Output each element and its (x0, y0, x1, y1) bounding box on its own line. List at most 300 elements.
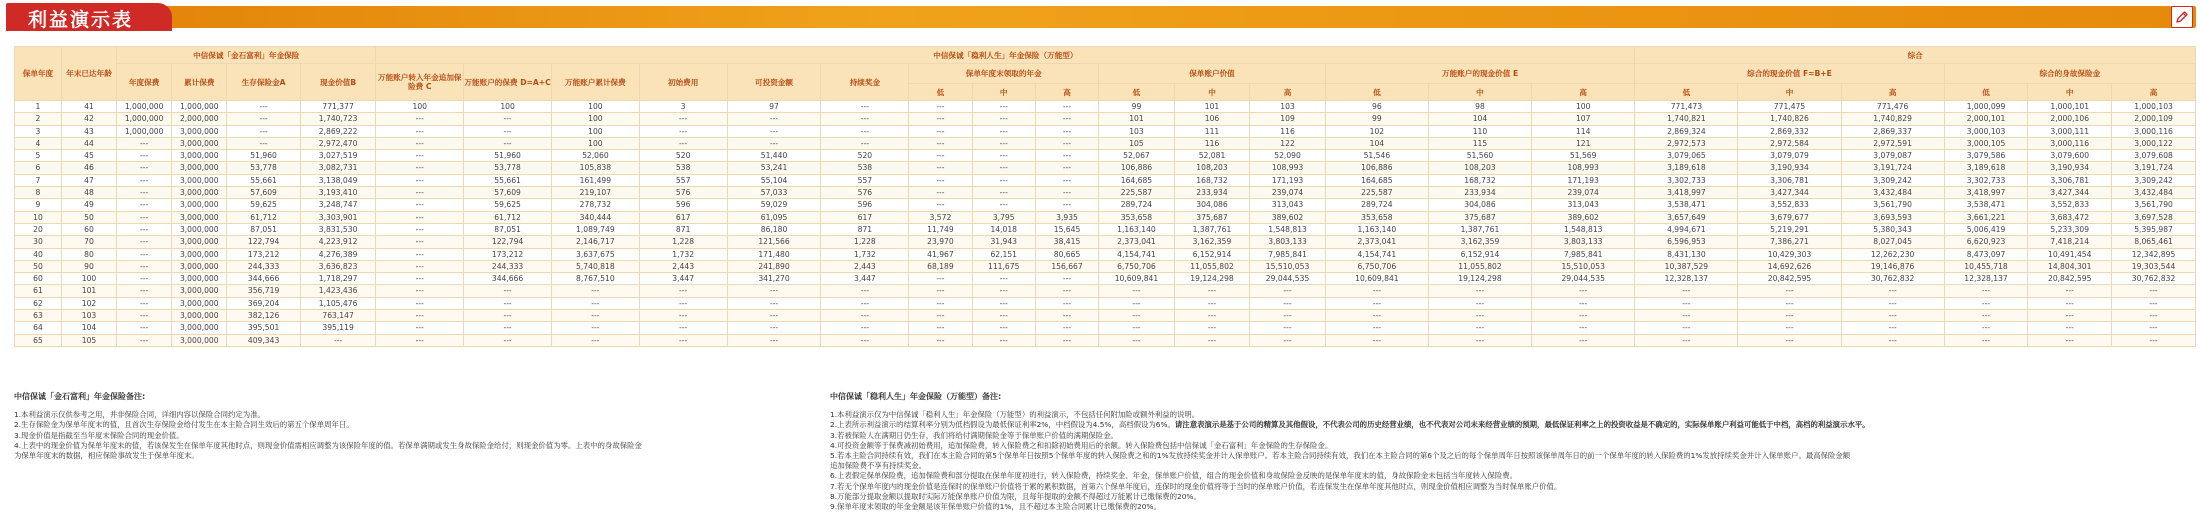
table-cell: 106,886 (1099, 162, 1175, 174)
table-row (15, 322, 2196, 334)
table-cell: 538 (821, 162, 909, 174)
table-cell: --- (1174, 285, 1250, 297)
table-cell: 121,566 (727, 236, 821, 248)
table-cell: 3,000,000 (172, 150, 227, 162)
header-transfer-premium: 万能账户转入年金追加保险费 C (376, 64, 464, 101)
table-cell: 105 (61, 334, 116, 346)
table-cell: 3,000,000 (172, 174, 227, 186)
table-cell: --- (972, 187, 1035, 199)
edit-button[interactable] (2171, 6, 2193, 28)
table-cell: --- (1035, 101, 1098, 113)
table-cell: --- (821, 113, 909, 125)
table-cell: 3,189,618 (1635, 162, 1738, 174)
table-cell: 173,212 (227, 248, 301, 260)
header-account-premium: 万能账户的保费 D=A+C (464, 64, 552, 101)
table-cell: --- (909, 125, 972, 137)
table-cell: 1,163,140 (1325, 223, 1428, 235)
table-cell: 2,972,470 (300, 137, 376, 149)
table-cell: 6,596,953 (1635, 236, 1738, 248)
table-cell: 871 (821, 223, 909, 235)
header-level: 低 (1944, 84, 2028, 101)
table-cell: 225,587 (1099, 187, 1175, 199)
header-bonus: 持续奖金 (821, 64, 909, 101)
table-cell: 101 (1174, 101, 1250, 113)
table-cell: 43 (61, 125, 116, 137)
table-cell: 395,119 (300, 322, 376, 334)
table-cell: 19,303,544 (2112, 260, 2196, 272)
table-cell: --- (972, 150, 1035, 162)
table-cell: 3,661,221 (1944, 211, 2028, 223)
table-cell: 3,803,133 (1532, 236, 1635, 248)
header-cash-value: 现金价值B (300, 64, 376, 101)
table-cell: 313,043 (1250, 199, 1326, 211)
table-cell: 3,189,618 (1944, 162, 2028, 174)
table-cell: 61,712 (464, 211, 552, 223)
table-cell: 10,609,841 (1099, 273, 1175, 285)
table-cell: 3,657,649 (1635, 211, 1738, 223)
table-cell: 51,960 (227, 150, 301, 162)
table-cell: 771,476 (1841, 101, 1944, 113)
table-cell: --- (117, 223, 172, 235)
header-age: 年末已达年龄 (61, 47, 116, 101)
table-cell: 6,750,706 (1099, 260, 1175, 272)
table-cell: --- (117, 211, 172, 223)
table-cell: --- (1035, 162, 1098, 174)
table-cell: 7 (15, 174, 62, 186)
table-cell: 871 (639, 223, 727, 235)
table-cell: 59,029 (727, 199, 821, 211)
table-cell: 10 (15, 211, 62, 223)
table-cell: 1,000,099 (1944, 101, 2028, 113)
table-cell: --- (1325, 297, 1428, 309)
table-cell: --- (376, 260, 464, 272)
table-cell: 596 (821, 199, 909, 211)
table-cell: --- (1428, 285, 1531, 297)
table-cell: --- (1841, 322, 1944, 334)
table-cell: --- (909, 199, 972, 211)
table-cell: --- (1944, 334, 2028, 346)
table-cell: --- (2112, 285, 2196, 297)
table-cell: --- (821, 101, 909, 113)
table-cell: 1,718,297 (300, 273, 376, 285)
table-cell: 1,548,813 (1532, 223, 1635, 235)
table-cell: 1,000,000 (117, 125, 172, 137)
table-cell: 102 (61, 297, 116, 309)
table-cell: 5,395,987 (2112, 223, 2196, 235)
table-cell: 2,972,584 (1738, 137, 1841, 149)
table-cell: --- (464, 113, 552, 125)
table-cell: 3,000,111 (2028, 125, 2112, 137)
table-cell: 64 (15, 322, 62, 334)
table-cell: --- (117, 137, 172, 149)
header-survival-benefit: 生存保险金A (227, 64, 301, 101)
table-cell: 10,609,841 (1325, 273, 1428, 285)
table-cell: --- (117, 310, 172, 322)
table-cell: 9 (15, 199, 62, 211)
table-cell: 6,152,914 (1174, 248, 1250, 260)
table-cell: 90 (61, 260, 116, 272)
table-cell: --- (1035, 187, 1098, 199)
table-cell: 42 (61, 113, 116, 125)
table-cell: 108,203 (1174, 162, 1250, 174)
table-cell: --- (1738, 297, 1841, 309)
table-cell: --- (464, 137, 552, 149)
table-cell: 1,740,821 (1635, 113, 1738, 125)
notes-jinshi-title: 中信保诚「金石富利」年金保险备注: (14, 392, 146, 401)
table-cell: 65 (15, 334, 62, 346)
table-cell: --- (464, 310, 552, 322)
table-cell: --- (821, 322, 909, 334)
table-cell: --- (1250, 322, 1326, 334)
table-cell: 241,890 (727, 260, 821, 272)
table-cell: 96 (1325, 101, 1428, 113)
table-cell: 68,189 (909, 260, 972, 272)
table-cell: --- (117, 187, 172, 199)
table-cell: 3,679,677 (1738, 211, 1841, 223)
table-cell: --- (117, 162, 172, 174)
table-cell: --- (1250, 297, 1326, 309)
table-cell: 122,794 (464, 236, 552, 248)
table-cell: 3,000,116 (2112, 125, 2196, 137)
table-cell: 3,552,833 (2028, 199, 2112, 211)
table-cell: 3,000,000 (172, 273, 227, 285)
table-cell: --- (909, 322, 972, 334)
table-cell: --- (376, 273, 464, 285)
table-cell: 10,429,303 (1738, 248, 1841, 260)
table-cell: --- (464, 334, 552, 346)
table-cell: 389,602 (1532, 211, 1635, 223)
table-cell: --- (727, 334, 821, 346)
table-cell: 87,051 (464, 223, 552, 235)
table-cell: 6,620,923 (1944, 236, 2028, 248)
table-cell: --- (376, 211, 464, 223)
table-cell: --- (300, 334, 376, 346)
table-cell: 168,732 (1428, 174, 1531, 186)
table-cell: --- (1738, 285, 1841, 297)
table-cell: 100 (551, 113, 639, 125)
table-cell: 3,000,000 (172, 236, 227, 248)
table-cell: 60 (15, 273, 62, 285)
header-level: 中 (1428, 84, 1531, 101)
table-cell: --- (972, 174, 1035, 186)
header-account-cumulative: 万能账户累计保费 (551, 64, 639, 101)
table-cell: 61 (15, 285, 62, 297)
table-cell: 98 (1428, 101, 1531, 113)
table-cell: 106,886 (1325, 162, 1428, 174)
table-cell: 62,151 (972, 248, 1035, 260)
notes-wenli-rest: 3.若被保险人在满期日仍生存，我们将给付满期保险金等于保单账户价值的满期保险金。 4.可投资金额等于保费减初始费用，追加保险费，转入保险费之和扣除初始费用后的余额。转入保险费包括中信保诚「金石富利」年金保险的生存保险金。 5.若本主险合同持续有效，我们在本主险合同的第5个保单年日按照5个保单年度的转入保险费之和的1%发放持续奖金并计入保单账户。若本主险合同持续有效，我们在本主险合同的第6个及之后的每个保单周年日按照该保单周年日的前一个保单年度的转入保险费的1%发放持续奖金并计入保单账户。最高保险金额 追加保险费不享有持续奖金。 6.上表假定保单保险费，追加保险费和部分提取在保单年度初进行，转入保险费，持续奖金、年金，保单账户价值，组合的现金价值和身故保险金反映的是保单年度末的值，身故保险金未包括当年度转入保险费。 7.若无个保单年度内的现金价值是连保时的保单账户价值将于累的累积数据，首第六个保单年度后，连保时的现金价值将等于当时的保单账户价值，若连保发生在保单年度其他时点，则现金价值相应调整为当时保单账户价值。 8.万能部分提取金额以提取时实际万能保单账户价值为限，且每年提取的金额不得超过万能累计已缴保费的20%。 9.保单年度末领取的年金金额是该年保单账户价值的1%，且不超过本主险合同累计已缴保费的20%。 (830, 430, 1851, 512)
table-cell: --- (727, 310, 821, 322)
table-cell: 109 (1250, 113, 1326, 125)
table-cell: 369,204 (227, 297, 301, 309)
table-cell: 55,661 (227, 174, 301, 186)
table-cell: 14,018 (972, 223, 1035, 235)
table-cell: 15,510,053 (1250, 260, 1326, 272)
table-cell: 12,328,137 (1635, 273, 1738, 285)
table-cell: 173,212 (464, 248, 552, 260)
table-cell: 30,762,832 (2112, 273, 2196, 285)
table-cell: 105 (1099, 137, 1175, 149)
table-cell: 244,333 (464, 260, 552, 272)
table-cell: 382,126 (227, 310, 301, 322)
table-cell: 52,067 (1099, 150, 1175, 162)
table-cell: 3,418,997 (1944, 187, 2028, 199)
table-cell: 30 (15, 236, 62, 248)
table-cell: 3,561,790 (2112, 199, 2196, 211)
edit-icon (2175, 10, 2189, 24)
table-cell: 3,427,344 (2028, 187, 2112, 199)
table-cell: 100 (1532, 101, 1635, 113)
table-cell: --- (376, 285, 464, 297)
table-row (15, 285, 2196, 297)
table-row (15, 101, 2196, 113)
table-cell: 63 (15, 310, 62, 322)
table-cell: --- (1035, 334, 1098, 346)
table-cell: 97 (727, 101, 821, 113)
table-cell: 59,625 (464, 199, 552, 211)
table-cell: --- (2028, 310, 2112, 322)
table-cell: --- (376, 248, 464, 260)
table-cell: 101 (61, 285, 116, 297)
table-cell: 3,000,000 (172, 187, 227, 199)
table-cell: 3,079,586 (1944, 150, 2028, 162)
table-cell: 51,569 (1532, 150, 1635, 162)
table-cell: 8,473,097 (1944, 248, 2028, 260)
table-cell: 3,000,000 (172, 248, 227, 260)
table-cell: 10,387,529 (1635, 260, 1738, 272)
table-cell: 100 (464, 101, 552, 113)
table-cell: 12,342,895 (2112, 248, 2196, 260)
table-cell: 3 (639, 101, 727, 113)
table-cell: 8,767,510 (551, 273, 639, 285)
table-cell: --- (1035, 113, 1098, 125)
table-cell: 8,027,045 (1841, 236, 1944, 248)
header-level: 低 (1099, 84, 1175, 101)
table-cell: 99 (1099, 101, 1175, 113)
table-cell: 2,373,041 (1099, 236, 1175, 248)
table-cell: 8,431,130 (1635, 248, 1738, 260)
table-cell: 164,685 (1325, 174, 1428, 186)
table-cell: 100 (551, 125, 639, 137)
table-cell: 45 (61, 150, 116, 162)
table-cell: 52,081 (1174, 150, 1250, 162)
table-cell: 100 (376, 101, 464, 113)
table-cell: --- (727, 297, 821, 309)
table-cell: --- (972, 101, 1035, 113)
table-cell: 14,804,301 (2028, 260, 2112, 272)
table-cell: --- (1841, 310, 1944, 322)
table-cell: 3,000,000 (172, 310, 227, 322)
table-cell: 576 (639, 187, 727, 199)
table-cell: --- (1174, 322, 1250, 334)
table-row (15, 260, 2196, 272)
table-cell: 225,587 (1325, 187, 1428, 199)
table-cell: 38,415 (1035, 236, 1098, 248)
table-cell: 70 (61, 236, 116, 248)
table-cell: 3,572 (909, 211, 972, 223)
table-cell: 51,440 (727, 150, 821, 162)
table-cell: 3,306,781 (2028, 174, 2112, 186)
table-cell: 1 (15, 101, 62, 113)
table-cell: --- (1250, 310, 1326, 322)
table-cell: --- (2112, 297, 2196, 309)
table-cell: --- (1099, 285, 1175, 297)
table-cell: 3,079,065 (1635, 150, 1738, 162)
table-cell: 3,193,410 (300, 187, 376, 199)
table-cell: --- (1250, 285, 1326, 297)
table-cell: 3,306,781 (1738, 174, 1841, 186)
table-cell: 2,000,109 (2112, 113, 2196, 125)
table-cell: --- (376, 174, 464, 186)
table-cell: 3,191,724 (1841, 162, 1944, 174)
table-cell: --- (117, 248, 172, 260)
table-cell: 4,276,389 (300, 248, 376, 260)
table-cell: --- (821, 125, 909, 137)
table-cell: --- (2028, 285, 2112, 297)
table-cell: 1,089,749 (551, 223, 639, 235)
table-cell: --- (117, 260, 172, 272)
table-cell: --- (1035, 273, 1098, 285)
table-cell: 1,163,140 (1099, 223, 1175, 235)
table-cell: --- (1841, 285, 1944, 297)
table-cell: --- (2028, 334, 2112, 346)
table-cell: --- (639, 297, 727, 309)
table-cell: 121 (1532, 137, 1635, 149)
notes-jinshi (14, 392, 644, 461)
table-cell: 104 (1325, 137, 1428, 149)
table-cell: --- (909, 150, 972, 162)
table-cell: 3,162,359 (1428, 236, 1531, 248)
notes-wenli-line2a: 2.上表所示利益演示的结算利率分别为低档假设为最低保证利率2%，中档假设为4.5%，高档假设为6%。 (830, 420, 1175, 430)
table-cell: 2,972,591 (1841, 137, 1944, 149)
table-cell: 3,162,359 (1174, 236, 1250, 248)
table-cell: 171,480 (727, 248, 821, 260)
table-cell: --- (1174, 334, 1250, 346)
table-cell: 353,658 (1325, 211, 1428, 223)
table-cell: --- (1532, 285, 1635, 297)
table-cell: --- (972, 297, 1035, 309)
table-cell: --- (639, 113, 727, 125)
table-cell: --- (909, 334, 972, 346)
table-cell: 40 (15, 248, 62, 260)
table-cell: --- (376, 187, 464, 199)
table-cell: 3,302,733 (1944, 174, 2028, 186)
table-cell: 1,423,436 (300, 285, 376, 297)
table-cell: 1,387,761 (1428, 223, 1531, 235)
table-cell: 3,190,934 (1738, 162, 1841, 174)
table-cell: --- (551, 310, 639, 322)
table-cell: 3,432,484 (1841, 187, 1944, 199)
header-policy-year: 保单年度 (15, 47, 62, 101)
table-cell: 3 (15, 125, 62, 137)
table-cell: --- (1250, 334, 1326, 346)
table-cell: 2,869,332 (1738, 125, 1841, 137)
table-cell: 107 (1532, 113, 1635, 125)
table-cell: 2,000,106 (2028, 113, 2112, 125)
table-cell: 5,219,291 (1738, 223, 1841, 235)
table-cell: 10,455,718 (1944, 260, 2028, 272)
table-cell: 3,447 (821, 273, 909, 285)
table-cell: 3,683,472 (2028, 211, 2112, 223)
table-cell: 103 (1250, 101, 1326, 113)
table-cell: 87,051 (227, 223, 301, 235)
table-cell: --- (972, 273, 1035, 285)
table-cell: --- (972, 137, 1035, 149)
table-cell: 7,985,841 (1532, 248, 1635, 260)
table-cell: --- (909, 113, 972, 125)
table-cell: --- (117, 285, 172, 297)
table-cell: --- (117, 199, 172, 211)
header-level: 低 (909, 84, 972, 101)
table-cell: 20 (15, 223, 62, 235)
table-cell: --- (117, 174, 172, 186)
table-cell: --- (1325, 310, 1428, 322)
table-cell: 122 (1250, 137, 1326, 149)
table-cell: 617 (821, 211, 909, 223)
table-cell: --- (972, 322, 1035, 334)
table-cell: --- (464, 297, 552, 309)
table-cell: --- (639, 334, 727, 346)
table-cell: 7,386,271 (1738, 236, 1841, 248)
table-cell: --- (1099, 322, 1175, 334)
table-cell: --- (1738, 322, 1841, 334)
table-cell: 3,803,133 (1250, 236, 1326, 248)
table-cell: --- (821, 334, 909, 346)
table-cell: 557 (639, 174, 727, 186)
table-cell: 102 (1325, 125, 1428, 137)
table-cell: 3,309,242 (1841, 174, 1944, 186)
table-cell: 1,387,761 (1174, 223, 1250, 235)
table-cell: 233,934 (1174, 187, 1250, 199)
table-cell: 3,000,000 (172, 223, 227, 235)
table-cell: 4,154,741 (1099, 248, 1175, 260)
table-cell: --- (551, 322, 639, 334)
table-cell: 103 (61, 310, 116, 322)
table-cell: 4,154,741 (1325, 248, 1428, 260)
table-cell: --- (972, 125, 1035, 137)
table-cell: --- (551, 334, 639, 346)
table-cell: --- (227, 101, 301, 113)
table-cell: --- (1035, 310, 1098, 322)
table-cell: 47 (61, 174, 116, 186)
table-cell: 12,262,230 (1841, 248, 1944, 260)
table-cell: --- (727, 113, 821, 125)
table-cell: 29,044,535 (1532, 273, 1635, 285)
table-cell: 3,000,000 (172, 211, 227, 223)
table-cell: 5,006,419 (1944, 223, 2028, 235)
table-cell: 3,000,000 (172, 162, 227, 174)
table-cell: --- (1532, 322, 1635, 334)
table-cell: 771,377 (300, 101, 376, 113)
table-cell: 341,270 (727, 273, 821, 285)
table-cell: 3,000,000 (172, 322, 227, 334)
table-cell: 48 (61, 187, 116, 199)
table-row (15, 162, 2196, 174)
table-cell: 100 (61, 273, 116, 285)
table-cell: --- (727, 285, 821, 297)
table-row (15, 297, 2196, 309)
table-cell: 239,074 (1532, 187, 1635, 199)
table-cell: --- (1428, 334, 1531, 346)
table-cell: 3,191,724 (2112, 162, 2196, 174)
table-cell: 62 (15, 297, 62, 309)
table-cell: 3,000,103 (1944, 125, 2028, 137)
header-level: 高 (1035, 84, 1098, 101)
table-cell: 3,538,471 (1944, 199, 2028, 211)
table-cell: --- (376, 310, 464, 322)
table-cell: --- (909, 285, 972, 297)
table-cell: --- (1325, 334, 1428, 346)
